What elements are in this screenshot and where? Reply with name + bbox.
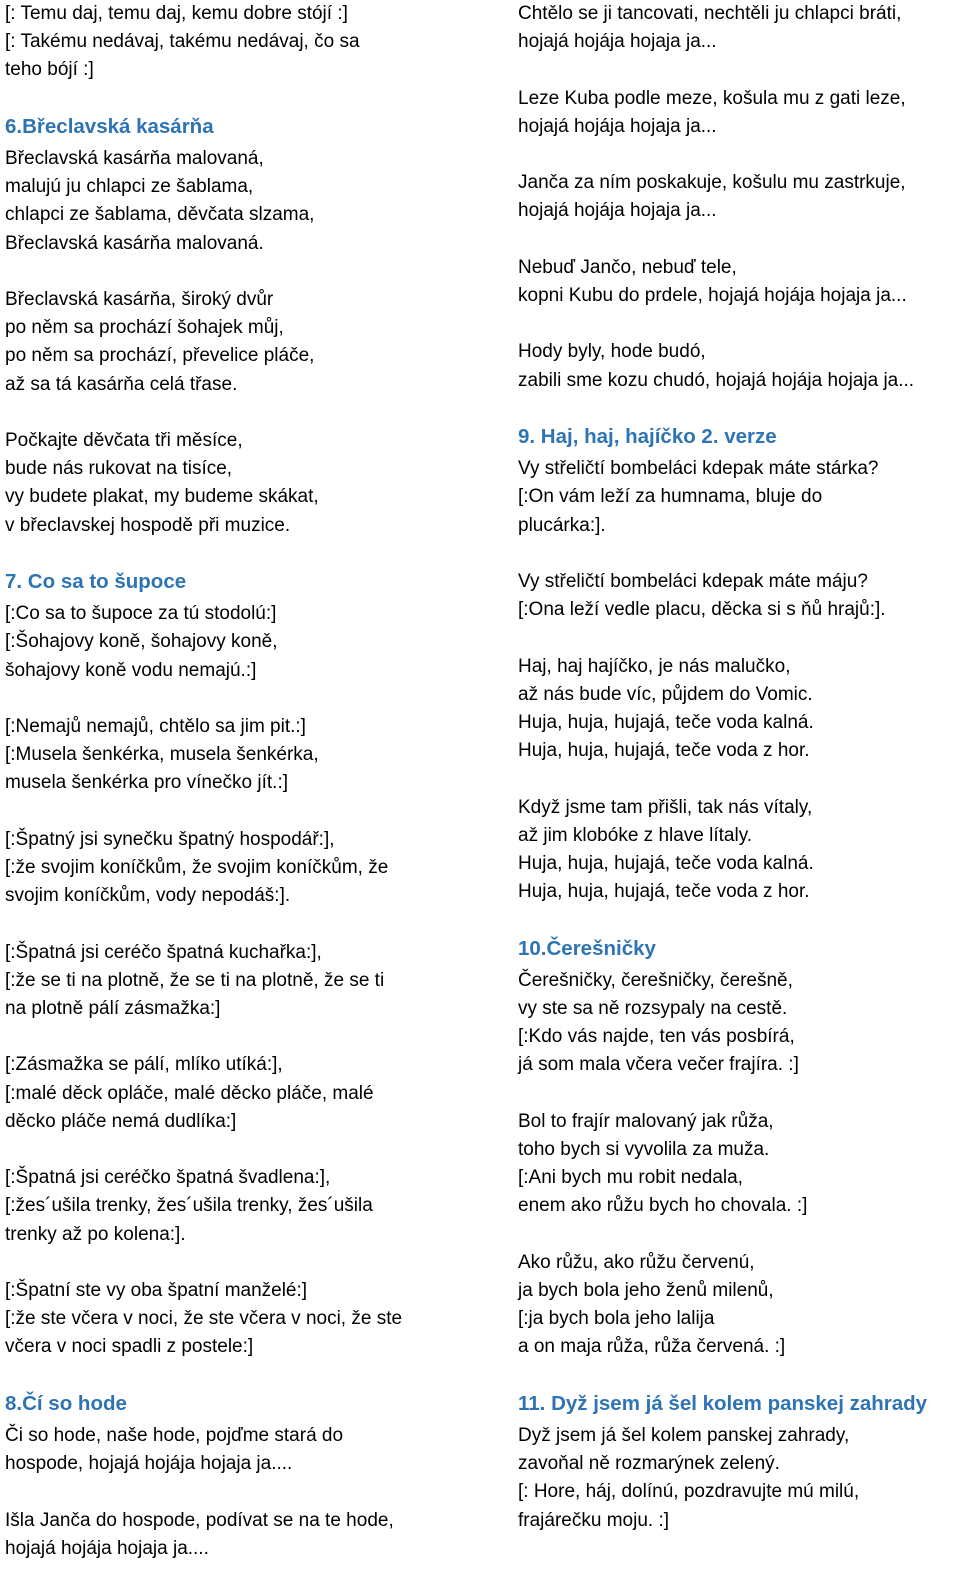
lyric-line: Čerešničky, čerešničky, čerešně, (518, 969, 793, 991)
lyric-line: Huja, huja, hujajá, teče voda z hor. (518, 881, 810, 903)
lyric-line: [:Špatná jsi ceréčko špatná švadlena:], (5, 1167, 331, 1189)
lyric-line: Dyž jsem já šel kolem panskej zahrady, (518, 1424, 850, 1446)
song-title: Břeclavská kasárňa (22, 114, 214, 138)
lyric-line: zavoňal ně rozmarýnek zelený. (518, 1453, 780, 1475)
stanza (518, 0, 958, 56)
lyric-line: Vy střeličtí bombeláci kdepak máte stárka? (518, 458, 879, 480)
song-heading-9 (518, 423, 958, 451)
song-number: 10. (518, 936, 547, 960)
stanza (5, 826, 460, 911)
stanza (518, 85, 958, 141)
lyric-line: [:malé děck opláče, malé děcko pláče, malé (5, 1082, 374, 1104)
lyric-line: Huja, huja, hujajá, teče voda kalná. (518, 852, 814, 874)
lyric-line: vy ste sa ně rozsypaly na cestě. (518, 997, 788, 1019)
stanza (518, 338, 958, 394)
stanza (5, 1051, 460, 1136)
lyric-line: v břeclavskej hospodě při muzice. (5, 514, 291, 536)
lyric-line: včera v noci spadli z postele:] (5, 1336, 254, 1358)
lyric-line: Leze Kuba podle meze, košula mu z gati leze, (518, 87, 906, 109)
stanza (518, 254, 958, 310)
lyric-line: hojajá hojája hojaja ja.... (5, 1537, 209, 1559)
lyric-line: Počkajte děvčata tři měsíce, (5, 430, 243, 451)
lyric-line: [:Špatný jsi synečku špatný hospodář:], (5, 828, 335, 850)
lyric-line: až nás bude víc, půjdem do Vomic. (518, 683, 813, 705)
lyric-line: [:že se ti na plotně, že se ti na plotně, že se ti (5, 969, 385, 991)
song-title: Čerešničky (546, 936, 656, 960)
song-title: Co sa to šupoce (27, 570, 187, 593)
stanza (518, 967, 958, 1080)
lyric-line: toho bych si vyvolila za muža. (518, 1138, 770, 1160)
stanza (5, 1277, 460, 1362)
lyric-line: a on maja růža, růža červená. :] (518, 1336, 786, 1358)
lyric-line: Išla Janča do hospode, podívat se na te hode, (5, 1509, 394, 1531)
lyric-line: zabili sme kozu chudó, hojajá hojája hojaja ja... (518, 369, 915, 391)
song-number: 8. (5, 1391, 23, 1415)
lyric-line: až sa tá kasárňa celá třase. (5, 373, 238, 395)
song-number: 7. (5, 570, 28, 593)
stanza (5, 427, 460, 540)
left-column (5, 0, 460, 1591)
lyric-line: [:Šohajovy koně, šohajovy koně, (5, 631, 278, 653)
lyric-line: hojajá hojája hojaja ja... (518, 200, 717, 222)
lyric-line: [: Takému nedávaj, takému nedávaj, čo sa (5, 31, 360, 53)
lyric-line: já som mala včera večer frajíra. :] (518, 1054, 799, 1076)
lyric-line: hospode, hojajá hojája hojaja ja.... (5, 1453, 293, 1475)
lyric-line: [:Ani bych mu robit nedala, (518, 1167, 743, 1189)
lyric-line: [:že ste včera v noci, že ste včera v noci, že ste (5, 1308, 403, 1330)
lyric-line: Břeclavská kasárňa malovaná. (5, 232, 264, 254)
stanza (5, 145, 460, 258)
song-number: 11. (518, 1391, 552, 1415)
lyric-line: Když jsme tam přišli, tak nás vítaly, (518, 796, 813, 818)
lyric-line: chlapci ze šablama, děvčata slzama, (5, 204, 315, 226)
lyric-line: bude nás rukovat na tisíce, (5, 458, 233, 480)
lyric-line: [:Kdo vás najde, ten vás posbírá, (518, 1026, 795, 1048)
lyric-line: vy budete plakat, my budeme skákat, (5, 486, 319, 508)
lyric-line: Vy střeličtí bombeláci kdepak máte máju? (518, 570, 868, 592)
right-column (518, 0, 958, 1563)
lyric-line: [:Co sa to šupoce za tú stodolú:] (5, 603, 277, 625)
lyric-line: ja bych bola jeho ženů milenů, (518, 1279, 774, 1301)
lyric-line: šohajovy koně vodu nemajú.:] (5, 659, 257, 681)
lyric-line: až jim klobóke z hlave lítaly. (518, 824, 753, 846)
lyric-line: [:Musela šenkérka, musela šenkérka, (5, 744, 319, 766)
lyric-line: [:On vám leží za humnama, bluje do (518, 486, 823, 508)
song-title: Čí so hode (22, 1391, 127, 1415)
song-title: Dyž jsem já šel kolem panskej zahrady (551, 1391, 928, 1415)
lyric-line: svojim koníčkům, vody nepodáš:]. (5, 885, 291, 907)
song-number: 9. (518, 424, 541, 448)
lyric-line: Janča za ním poskakuje, košulu mu zastrkuje, (518, 172, 906, 194)
lyric-line: [: Temu daj, temu daj, kemu dobre stójí :] (5, 3, 348, 24)
stanza (518, 1249, 958, 1362)
stanza (518, 794, 958, 907)
song-heading-7 (5, 568, 460, 596)
lyric-line: Či so hode, naše hode, pojďme stará do (5, 1424, 344, 1446)
lyric-line: [:ja bych bola jeho lalija (518, 1308, 715, 1330)
song-heading-8 (5, 1390, 460, 1418)
lyric-line: Ako růžu, ako růžu červenú, (518, 1251, 755, 1273)
lyric-line: hojajá hojája hojaja ja... (518, 115, 717, 137)
lyric-line: malujú ju chlapci ze šablama, (5, 176, 254, 198)
song-heading-6 (5, 113, 460, 141)
lyric-line: Huja, huja, hujajá, teče voda z hor. (518, 740, 810, 762)
lyric-line: musela šenkérka pro vínečko jít.:] (5, 772, 289, 794)
stanza (5, 0, 460, 85)
lyric-line: [:žes´ušila trenky, žes´ušila trenky, žes´ušila (5, 1195, 373, 1217)
lyric-line: [: Hore, háj, dolínú, pozdravujte mú milú, (518, 1481, 860, 1503)
lyric-line: [:Špatná jsi ceréčo špatná kuchařka:], (5, 941, 322, 963)
lyric-line: enem ako růžu bych ho chovala. :] (518, 1195, 808, 1217)
lyric-line: frajárečku moju. :] (518, 1509, 669, 1531)
song-title: Haj, haj, hajíčko 2. verze (540, 424, 777, 448)
lyric-line: trenky až po kolena:]. (5, 1223, 186, 1245)
lyric-line: děcko pláče nemá dudlíka:] (5, 1110, 237, 1132)
lyric-line: Chtělo se ji tancovati, nechtěli ju chlapci bráti, (518, 3, 902, 24)
lyric-line: kopni Kubu do prdele, hojajá hojája hojaja ja... (518, 284, 907, 306)
lyric-line: [:že svojim koníčkům, že svojim koníčkům, že (5, 857, 389, 878)
lyric-line: Haj, haj hajíčko, je nás malučko, (518, 655, 791, 677)
song-heading-10 (518, 935, 958, 963)
lyric-line: Huja, huja, hujajá, teče voda kalná. (518, 711, 814, 733)
stanza (5, 1507, 460, 1563)
lyric-line: po něm sa prochází šohajek můj, (5, 317, 284, 339)
stanza (518, 455, 958, 540)
stanza (518, 653, 958, 766)
lyric-line: [:Nemajů nemajů, chtělo sa jim pit.:] (5, 716, 306, 737)
stanza (5, 713, 460, 798)
lyric-line: teho bójí :] (5, 59, 94, 81)
stanza (5, 600, 460, 685)
lyric-line: [:Zásmažka se pálí, mlíko utíká:], (5, 1054, 283, 1076)
stanza (5, 1164, 460, 1249)
stanza (5, 939, 460, 1024)
lyric-line: po něm sa prochází, převelice pláče, (5, 345, 315, 367)
lyric-line: Hody byly, hode budó, (518, 341, 706, 363)
stanza (518, 1108, 958, 1221)
lyric-line: Nebuď Jančo, nebuď tele, (518, 256, 737, 278)
lyric-line: Břeclavská kasárňa malovaná, (5, 148, 264, 169)
stanza (518, 568, 958, 624)
stanza (518, 169, 958, 225)
lyric-line: na plotně pálí zásmažka:] (5, 998, 221, 1019)
stanza (5, 286, 460, 399)
lyric-line: Bol to frajír malovaný jak růža, (518, 1110, 774, 1132)
lyric-line: hojajá hojája hojaja ja... (518, 31, 717, 53)
song-number: 6. (5, 114, 23, 138)
lyric-line: [:Špatní ste vy oba špatní manželé:] (5, 1279, 308, 1301)
stanza (5, 1422, 460, 1478)
lyric-line: Břeclavská kasárňa, široký dvůr (5, 289, 274, 310)
lyric-line: plucárka:]. (518, 514, 606, 536)
stanza (518, 1422, 958, 1535)
lyric-line: [:Ona leží vedle placu, děcka si s ňů hrajů:]. (518, 599, 886, 621)
song-heading-11 (518, 1390, 958, 1418)
